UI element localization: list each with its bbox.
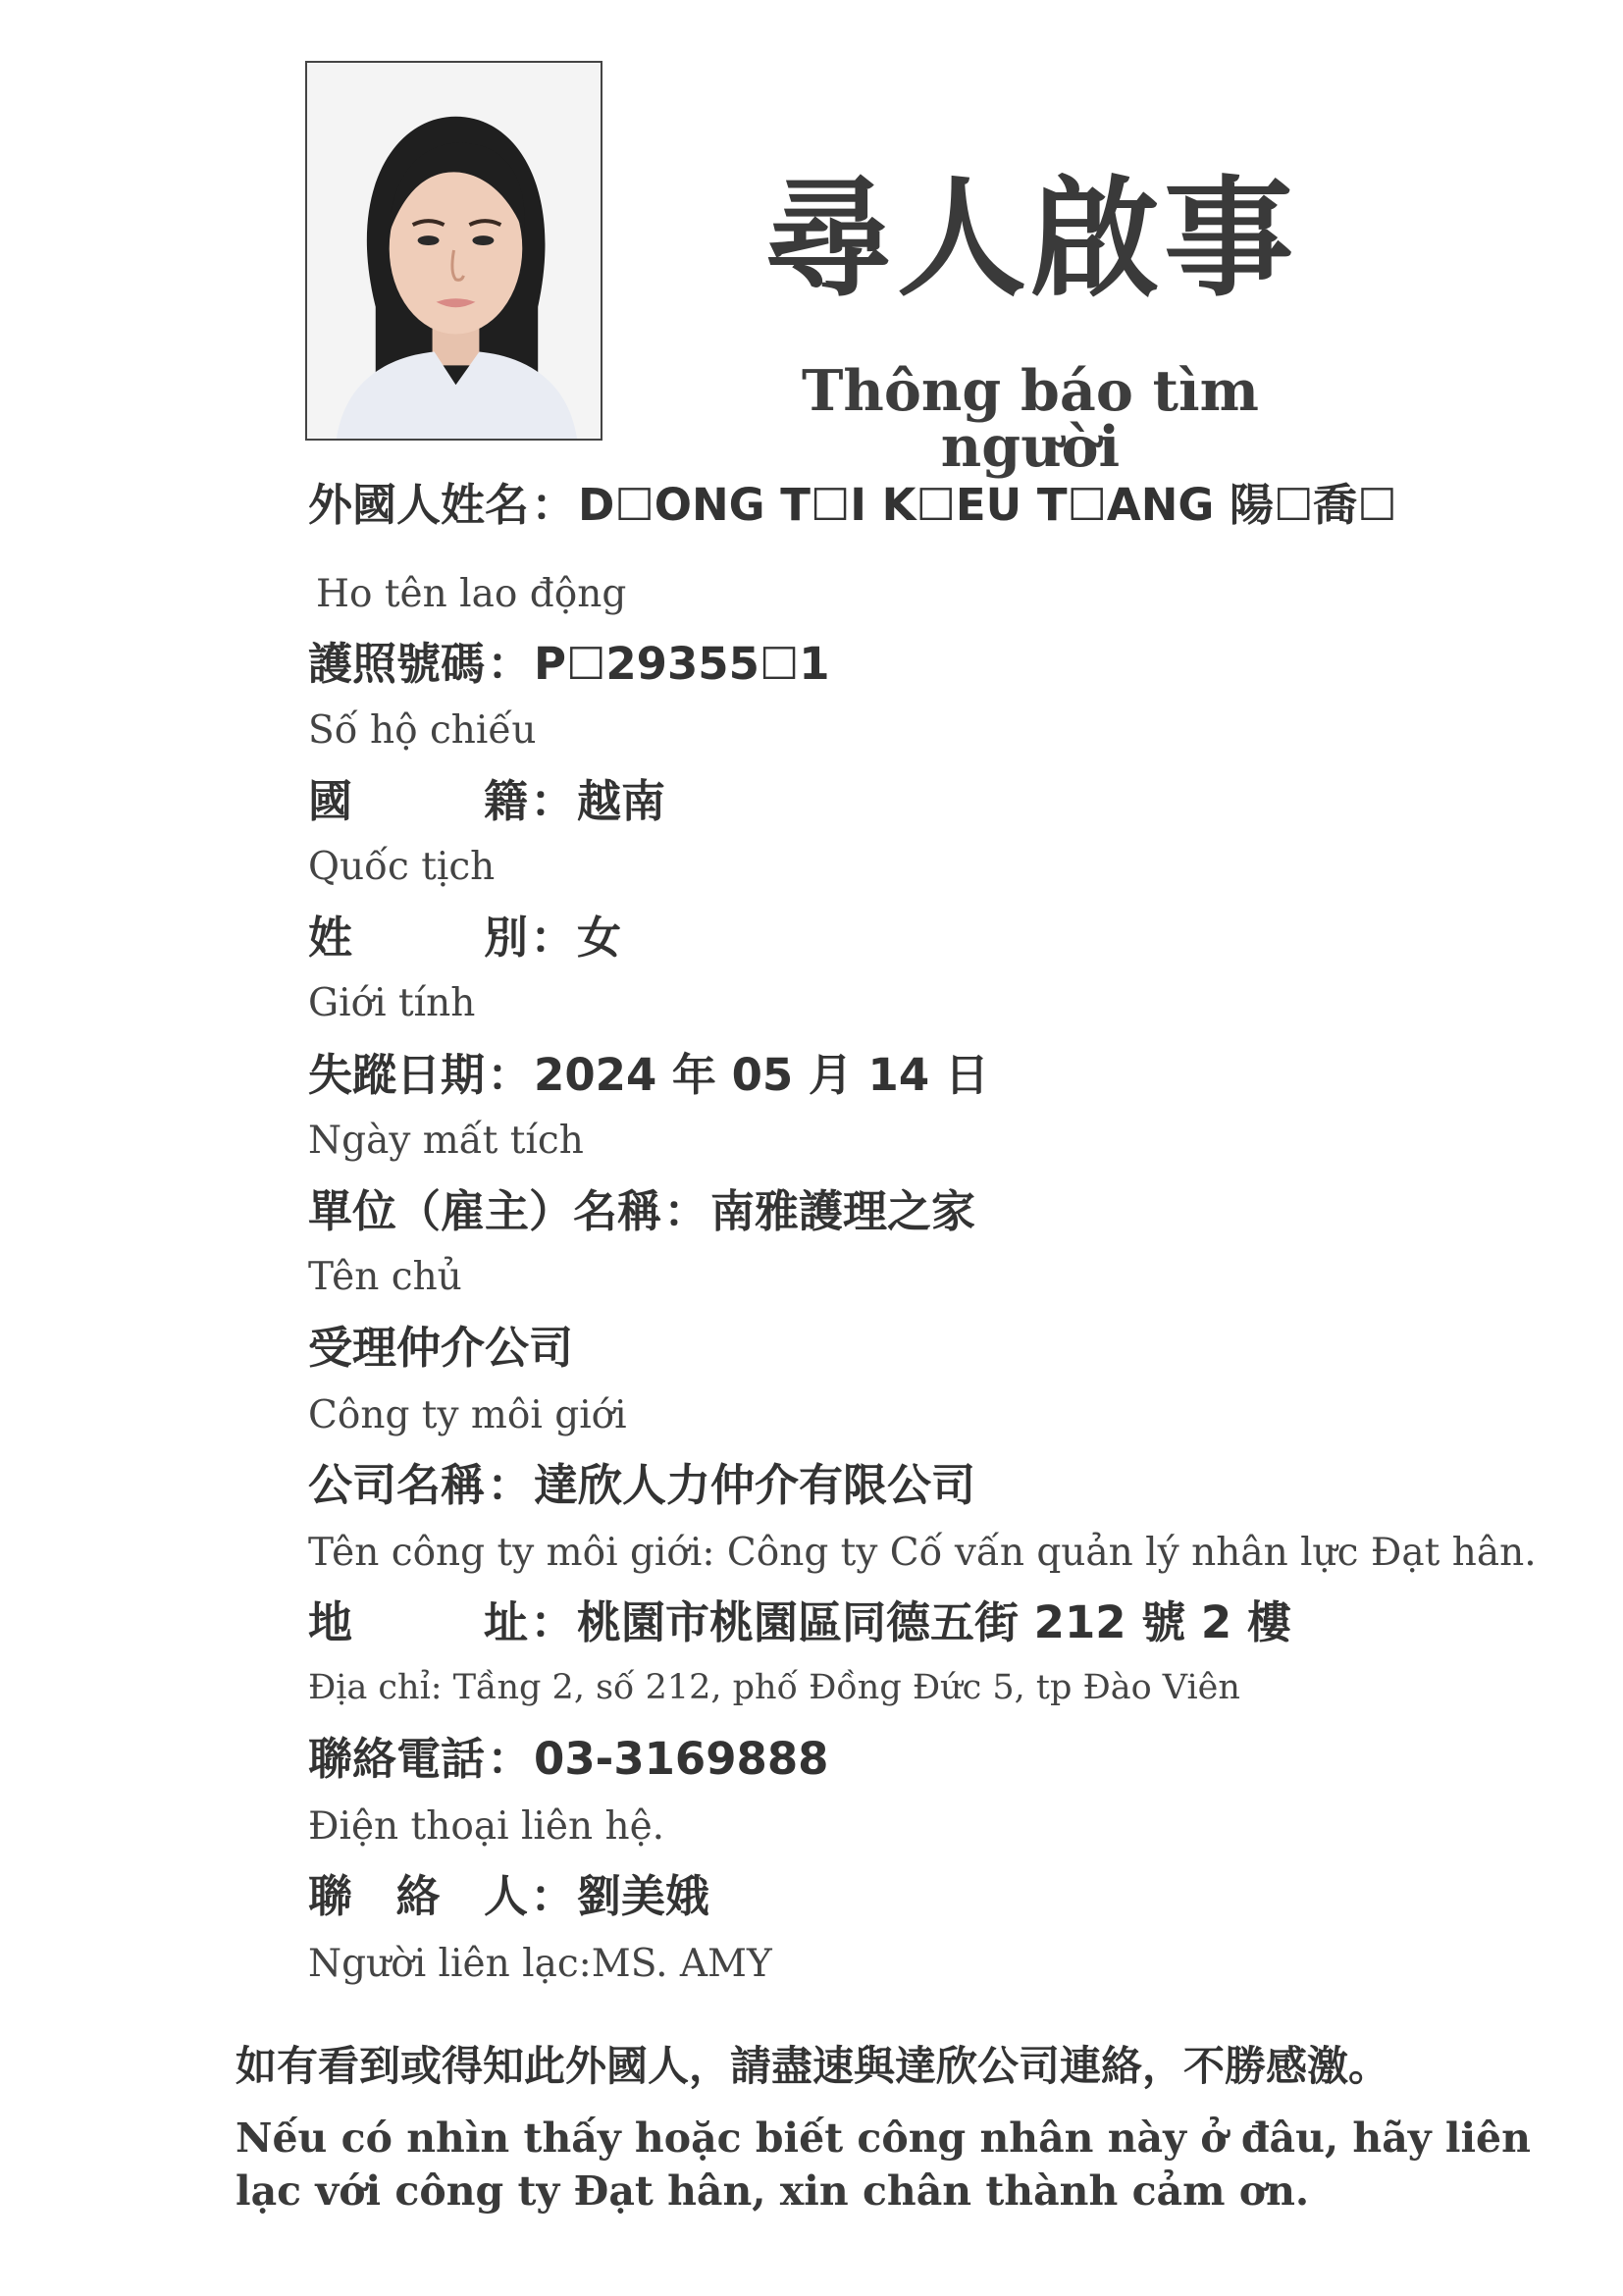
person-portrait-icon <box>307 63 601 439</box>
company-name-label-vietnamese: Tên công ty môi giới: Công ty Cố vấn quản lý nhân lực Đạt hân. <box>308 1531 1537 1575</box>
separator: ： <box>663 1185 708 1237</box>
person-photo <box>305 61 602 441</box>
phone-value: 03-3169888 <box>534 1733 829 1785</box>
passport-value: P☐29355☐1 <box>534 638 830 690</box>
missing-date-value: 2024 年 05 月 14 日 <box>534 1049 989 1101</box>
notice-title-vietnamese: Thông báo tìm người <box>802 358 1259 480</box>
contact-person-row <box>308 1870 710 1922</box>
agency-heading-row <box>308 1322 574 1374</box>
contact-person-label-vietnamese: Người liên lạc:MS. AMY <box>308 1942 772 1986</box>
separator: ： <box>487 1733 532 1785</box>
missing-date-label: 失蹤日期 <box>308 1049 486 1101</box>
employer-label-vietnamese: Tên chủ <box>308 1255 462 1299</box>
missing-date-label-vietnamese: Ngày mất tích <box>308 1119 584 1163</box>
gender-row <box>308 912 622 964</box>
employer-value: 南雅護理之家 <box>710 1185 976 1237</box>
employer-row <box>308 1185 976 1237</box>
missing-date-row <box>308 1049 989 1101</box>
company-name-value: 達欣人力仲介有限公司 <box>534 1459 976 1511</box>
agency-heading: 受理仲介公司 <box>308 1322 574 1374</box>
name-label: 外國人姓名 <box>308 479 530 531</box>
gender-value: 女 <box>577 912 622 964</box>
address-label-vietnamese: Địa chỉ: Tầng 2, số 212, phố Đồng Đức 5, tp Đào Viên <box>308 1668 1240 1707</box>
separator: ： <box>487 1459 532 1511</box>
nationality-label: 國 籍 <box>308 775 528 827</box>
agency-heading-vietnamese: Công ty môi giới <box>308 1393 627 1437</box>
nationality-value: 越南 <box>577 775 666 827</box>
company-name-label: 公司名稱 <box>308 1459 486 1511</box>
phone-label: 聯絡電話 <box>308 1733 486 1785</box>
phone-label-vietnamese: Điện thoại liên hệ. <box>308 1804 665 1849</box>
closing-request-chinese: 如有看到或得知此外國人，請盡速與達欣公司連絡，不勝感激。 <box>236 2042 1390 2090</box>
address-row <box>308 1596 1291 1648</box>
passport-label: 護照號碼 <box>308 638 486 690</box>
separator: ： <box>530 775 575 827</box>
separator: ： <box>531 479 576 531</box>
nationality-label-vietnamese: Quốc tịch <box>308 845 496 889</box>
phone-row <box>308 1733 829 1785</box>
separator: ： <box>530 1596 575 1648</box>
name-row <box>308 479 1397 531</box>
address-label: 地 址 <box>308 1596 528 1648</box>
separator: ： <box>487 638 532 690</box>
address-value: 桃園市桃園區同德五街 212 號 2 樓 <box>577 1596 1291 1648</box>
nationality-row <box>308 775 666 827</box>
separator: ： <box>530 912 575 964</box>
name-label-vietnamese: Ho tên lao động <box>316 572 627 616</box>
gender-label: 姓 別 <box>308 912 528 964</box>
employer-label: 單位（雇主）名稱 <box>308 1185 662 1237</box>
passport-row <box>308 638 830 690</box>
passport-label-vietnamese: Số hộ chiếu <box>308 708 537 753</box>
contact-person-value: 劉美娥 <box>577 1870 710 1922</box>
separator: ： <box>530 1870 575 1922</box>
name-value: D☐ONG T☐I K☐EU T☐ANG 陽☐喬☐ <box>578 479 1397 531</box>
contact-person-label: 聯 絡 人 <box>308 1870 528 1922</box>
separator: ： <box>487 1049 532 1101</box>
closing-request-vietnamese: Nếu có nhìn thấy hoặc biết công nhân này ở đâu, hãy liên lạc với công ty Đạt hân, xin chân thành cảm ơn. <box>236 2114 1531 2215</box>
gender-label-vietnamese: Giới tính <box>308 981 476 1025</box>
company-name-row <box>308 1459 976 1511</box>
notice-title-chinese: 尋人啟事 <box>763 164 1297 315</box>
